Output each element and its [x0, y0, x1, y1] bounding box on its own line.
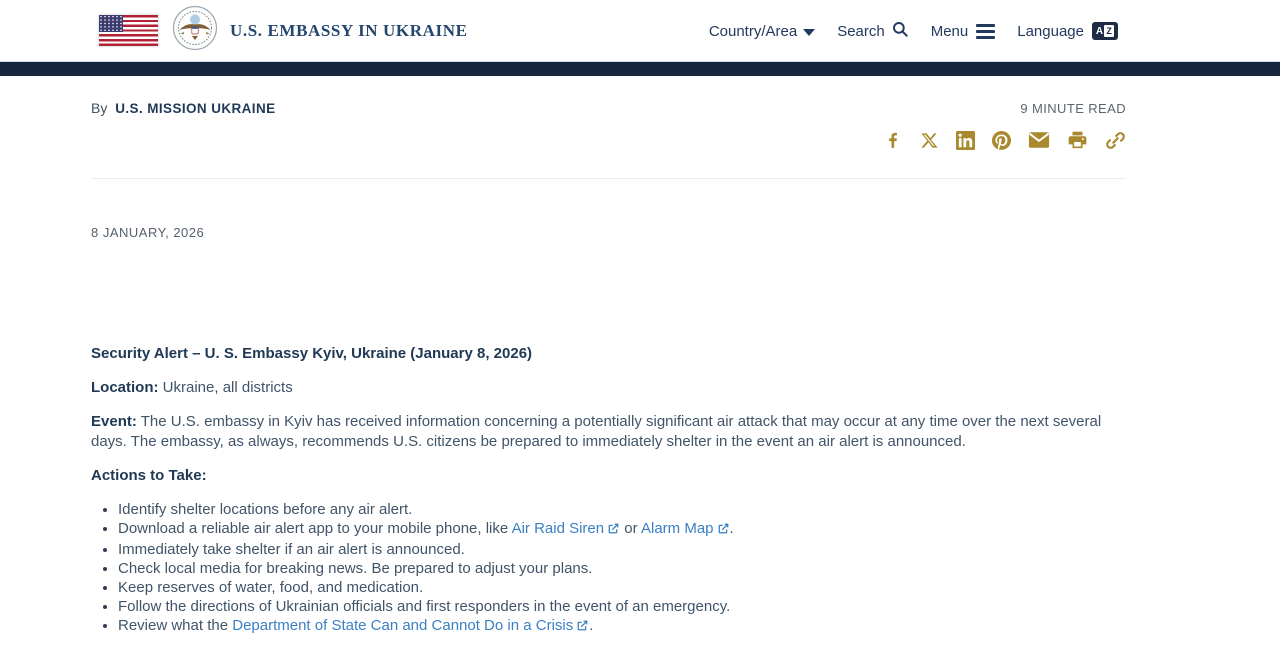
list-item: • Download a reliable air alert app to your mobile phone, like Air Raid Siren or Alarm Map .	[118, 519, 1126, 540]
email-icon[interactable]	[1028, 131, 1050, 149]
translate-icon: A Z	[1092, 22, 1118, 40]
nav-menu[interactable]	[931, 23, 996, 40]
top-nav	[709, 0, 1118, 62]
read-time: 9 MINUTE READ	[1020, 101, 1126, 116]
state-dept-crisis-link[interactable]: Department of State Can and Cannot Do in a Crisis	[232, 617, 589, 634]
chevron-down-icon	[803, 29, 815, 36]
divider	[91, 178, 1126, 179]
x-icon[interactable]	[920, 131, 939, 150]
menu-icon	[976, 24, 995, 39]
site-title: U.S. EMBASSY IN UKRAINE	[230, 20, 468, 40]
alarm-map-link[interactable]: Alarm Map	[641, 520, 730, 537]
list-item: • Keep reserves of water, food, and medication.	[118, 578, 1126, 597]
external-link-icon	[607, 521, 620, 540]
event-paragraph	[91, 412, 1126, 452]
us-flag-canton	[99, 15, 123, 32]
us-flag-icon	[99, 15, 158, 46]
location-paragraph	[91, 378, 1126, 398]
list-item: • Immediately take shelter if an air alert is announced.	[118, 540, 1126, 559]
external-link-icon	[576, 618, 589, 637]
actions-heading: Actions to Take:	[91, 467, 207, 484]
site-brand[interactable]	[99, 5, 468, 56]
nav-language-label: Language	[1017, 22, 1084, 40]
byline-prefix: By	[91, 100, 108, 116]
nav-search[interactable]	[837, 20, 909, 42]
embassy-seal-icon	[172, 5, 218, 56]
event-label: Event:	[91, 413, 137, 430]
list-item: • Follow the directions of Ukrainian officials and first responders in the event of an emergency.	[118, 597, 1126, 616]
nav-language[interactable]	[1017, 22, 1118, 40]
byline-row	[91, 100, 1126, 116]
nav-country-area[interactable]	[709, 23, 815, 40]
nav-search-label: Search	[837, 22, 885, 40]
pinterest-icon[interactable]	[992, 131, 1011, 150]
list-item: • Identify shelter locations before any air alert.	[118, 500, 1126, 519]
external-link-icon	[717, 521, 730, 540]
nav-menu-label: Menu	[930, 22, 969, 40]
share-toolbar	[91, 128, 1126, 152]
facebook-icon[interactable]	[883, 130, 903, 150]
location-label: Location:	[91, 379, 159, 396]
actions-list	[91, 500, 1126, 637]
publish-date: 8 JANUARY, 2026	[91, 225, 205, 240]
article-body	[91, 344, 1126, 637]
linkedin-icon[interactable]	[956, 131, 975, 150]
search-icon	[891, 20, 909, 42]
article-title: Security Alert – U. S. Embassy Kyiv, Ukraine (January 8, 2026)	[91, 345, 533, 362]
air-raid-siren-link[interactable]: Air Raid Siren	[512, 520, 621, 537]
article-page	[91, 100, 1126, 637]
print-icon[interactable]	[1067, 130, 1088, 150]
nav-country-area-label: Country/Area	[708, 22, 798, 40]
site-header	[0, 0, 1280, 62]
byline	[91, 100, 276, 116]
navy-accent-bar	[0, 62, 1280, 76]
location-text: Ukraine, all districts	[158, 379, 293, 396]
event-text: The U.S. embassy in Kyiv has received information concerning a potentially significant air attack that may occur at any time over the next several days. The embassy, as always, recommends U.S. citizens be prepared to immediately shelter in the event an air alert is announced.	[91, 413, 1102, 450]
byline-author-link[interactable]: U.S. MISSION UKRAINE	[115, 101, 276, 116]
list-item: • Check local media for breaking news. Be prepared to adjust your plans.	[118, 559, 1126, 578]
list-item: • Review what the Department of State Can and Cannot Do in a Crisis .	[118, 616, 1126, 637]
link-icon[interactable]	[1105, 130, 1126, 151]
